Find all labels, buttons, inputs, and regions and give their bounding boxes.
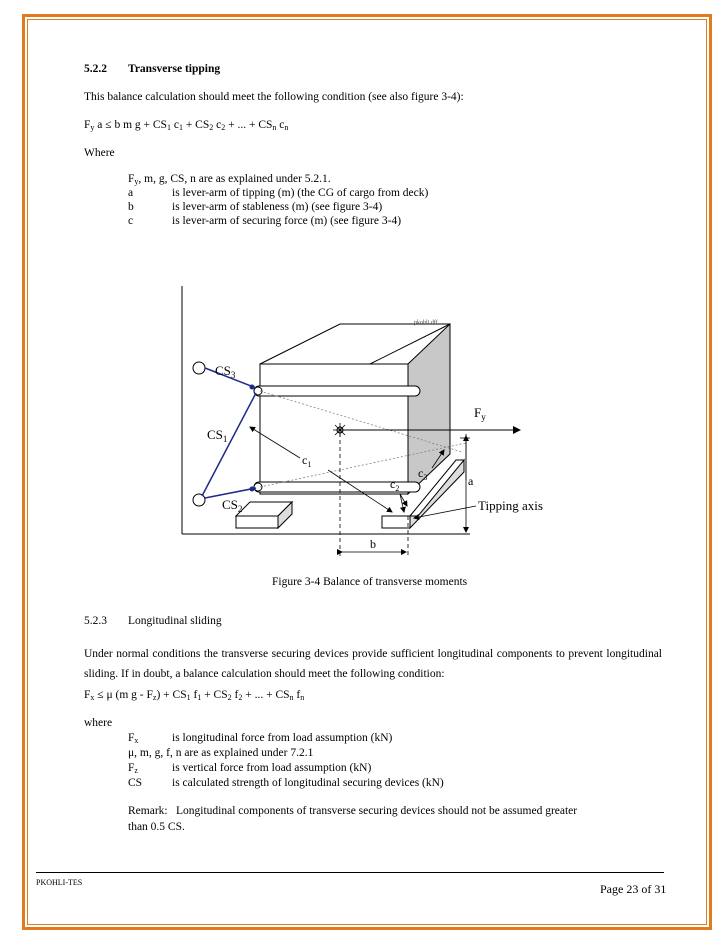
def-description: is lever-arm of tipping (m) (the CG of cargo from deck) — [172, 187, 429, 199]
remark-label: Remark: — [128, 805, 168, 817]
section-number: 5.2.3 — [84, 615, 107, 627]
footer-left: PKOHLI-TES — [36, 878, 83, 887]
tipping-formula: $F_y$ a ≤ b m $g + CS_1$ $c_1 + CS_2$ $c_2$ + ... + $CS_n$ $c_n$ — [84, 119, 289, 132]
def-row: $F_y$, m, g, CS, n are as explained under 5.2.1. — [128, 173, 331, 186]
label-fy: $F_y$ — [474, 405, 486, 422]
label-c1: $c_1$ — [302, 453, 312, 469]
page-number: Page 23 of 31 — [600, 882, 667, 896]
cargo-side-face — [408, 324, 450, 494]
remark-text-line2: than 0.5 CS. — [128, 821, 185, 833]
eye-ring-lower — [193, 494, 205, 506]
def-description: is longitudinal force from load assumption (kN) — [172, 732, 393, 744]
remark-text-line1: Longitudinal components of transverse securing devices should not be assumed greater — [176, 805, 578, 817]
footer-rule — [36, 872, 664, 873]
lashing-cs1 — [202, 393, 256, 496]
label-tipping-axis: Tipping axis — [478, 498, 543, 513]
def-symbol: $F_z$ — [128, 762, 138, 775]
figure-caption: Figure 3-4 Balance of transverse moments — [272, 576, 468, 588]
def-symbol: b — [128, 201, 134, 213]
def-symbol: CS — [128, 777, 143, 789]
label-b: b — [370, 537, 376, 551]
label-cs3: $CS_3$ — [215, 363, 236, 380]
where-label: Where — [84, 147, 115, 159]
def-symbol: $F_x$ — [128, 732, 139, 745]
def-description: is lever-arm of securing force (m) (see figure 3-4) — [172, 215, 402, 227]
def-row: μ, m, g, f, n are as explained under 7.2.1 — [128, 747, 314, 759]
where-label: where — [84, 717, 113, 729]
def-description: is lever-arm of stableness (m) (see figure 3-4) — [172, 201, 383, 213]
upper-strap — [254, 386, 420, 396]
def-description: is calculated strength of longitudinal securing devices (kN) — [172, 777, 444, 789]
def-description: is vertical force from load assumption (kN) — [172, 762, 372, 774]
label-cs1: $CS_1$ — [207, 427, 228, 444]
def-symbol: a — [128, 187, 134, 199]
section-title: Longitudinal sliding — [128, 615, 222, 627]
lashing-end — [250, 385, 255, 390]
intro-text: This balance calculation should meet the following condition (see also figure 3-4): — [84, 91, 464, 103]
section-number: 5.2.2 — [84, 63, 107, 75]
lashing-end — [250, 487, 255, 492]
label-a: a — [468, 474, 474, 488]
dunnage-left — [236, 516, 278, 528]
dunnage-right — [382, 516, 410, 528]
sliding-paragraph: Under normal conditions the transverse securing devices provide sufficient longitudinal components to prevent longitudinal sliding. If in doubt, a balance calculation should meet the following condition: — [84, 648, 662, 680]
cargo-front-face — [260, 364, 408, 494]
eye-ring-upper — [193, 362, 205, 374]
figure-transverse-moments — [160, 280, 560, 560]
sliding-formula: $F_x \le \mu$ (m $g - F_z) + CS_1$ $f_1 + CS_2$ $f_2$ + ... + $CS_n$ $f_n$ — [84, 689, 305, 702]
label-cs2: $CS_2$ — [222, 497, 243, 514]
label-c2: $c_2$ — [390, 477, 400, 493]
def-symbol: c — [128, 215, 134, 227]
section-title: Transverse tipping — [128, 63, 221, 75]
figure-watermark: pkohli dff — [414, 320, 438, 326]
label-c3: $c_3$ — [418, 466, 428, 482]
